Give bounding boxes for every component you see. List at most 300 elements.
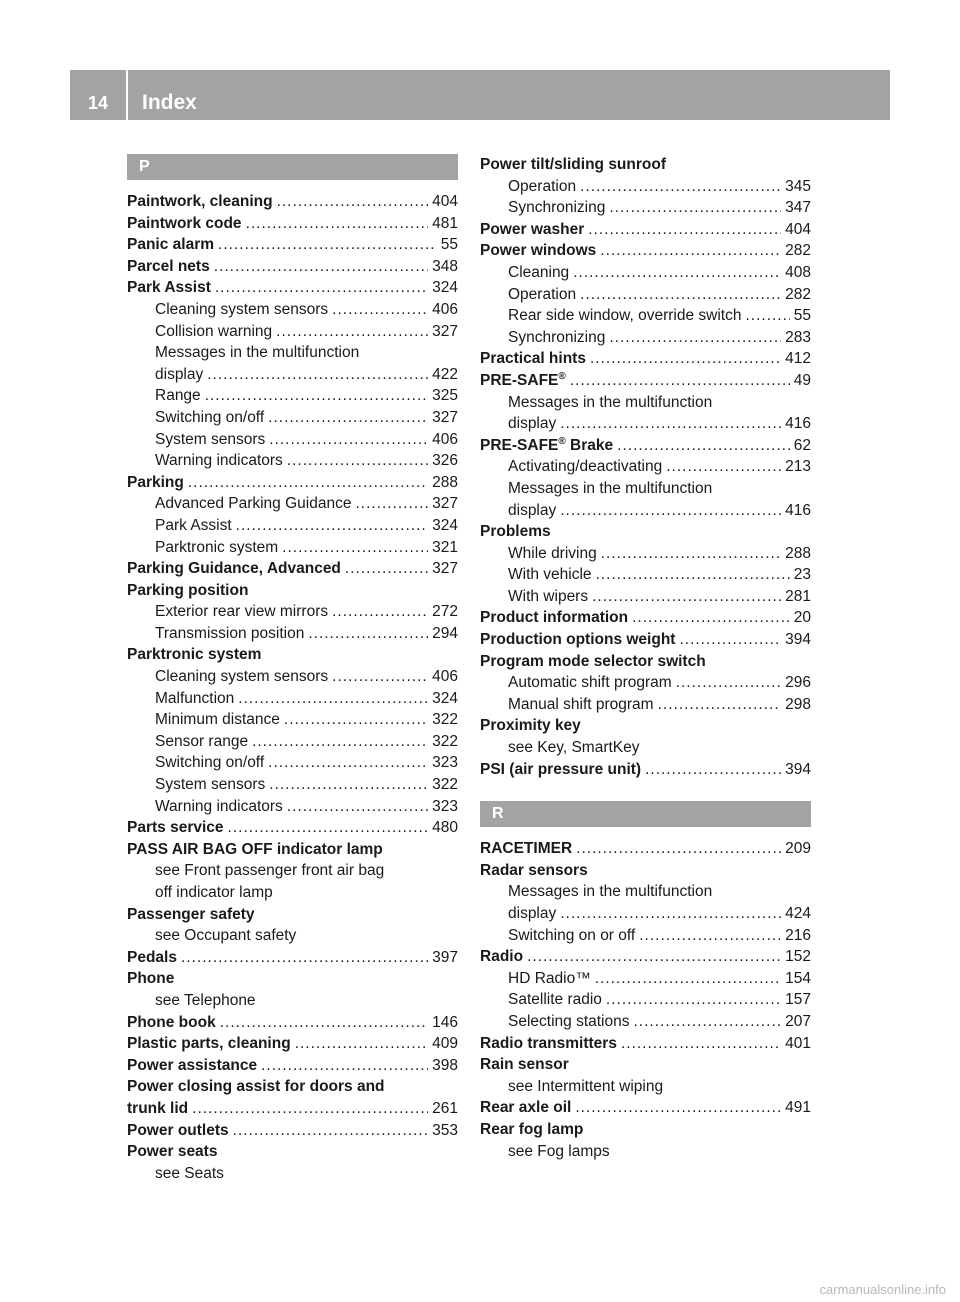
page-ref: 491 [785,1099,811,1117]
page-ref: 406 [432,668,458,686]
page-ref: 416 [785,501,811,519]
index-list-p [127,191,458,1184]
dot-leader [676,672,781,694]
page-ref: 404 [432,193,458,210]
dot-leader [287,796,428,818]
dot-leader [595,968,781,990]
page-ref: 55 [440,236,458,254]
dot-leader [580,284,781,306]
entry-label: see Fog lamps [508,1142,610,1160]
index-entry [127,1098,458,1120]
watermark: carmanualsonline.info [819,1282,946,1297]
page-ref: 345 [785,177,811,195]
dot-leader [573,262,781,284]
entry-label: System sensors [155,430,266,448]
index-entry [480,456,811,478]
index-entry [480,946,811,968]
entry-label: Malfunction [155,689,235,707]
index-entry [480,1119,811,1141]
index-entry [480,989,811,1011]
dot-leader [645,759,781,781]
dot-leader [220,1012,428,1034]
entry-label: Operation [508,177,577,195]
dot-leader [205,385,428,407]
page-ref: 327 [432,322,458,340]
entry-label: Automatic shift program [508,674,672,692]
index-entry [127,580,458,602]
page-ref: 272 [432,603,458,621]
index-entry [127,731,458,753]
entry-label: off indicator lamp [155,884,273,901]
dot-leader [609,327,781,349]
index-entry [480,1076,811,1098]
index-entry [127,385,458,407]
page-ref: 406 [432,430,458,448]
index-entry [127,277,458,299]
entry-label: Power windows [480,242,597,260]
entry-label: Practical hints [480,350,586,368]
index-entry [127,925,458,947]
entry-label: display [155,365,204,383]
page-ref: 481 [432,214,458,232]
index-entry [480,543,811,565]
dot-leader [570,370,790,392]
page-ref: 323 [432,754,458,772]
entry-label: Range [155,387,201,405]
page-ref: 281 [785,587,811,605]
index-entry [480,903,811,925]
entry-label: Parking [127,473,184,491]
index-entry [127,450,458,472]
index-entry [127,191,458,213]
index-entry [480,1097,811,1119]
page-ref: 298 [785,695,811,713]
index-entry [127,601,458,623]
page-ref: 480 [432,819,458,837]
entry-label: see Intermittent wiping [508,1077,664,1095]
page-ref: 404 [785,220,811,238]
dot-leader [639,925,781,947]
entry-label: see Key, SmartKey [508,739,640,757]
page-ref: 323 [432,797,458,815]
page-ref: 322 [432,711,458,729]
dot-leader [679,629,781,651]
index-entry [480,629,811,651]
index-entry [127,817,458,839]
entry-label: Messages in the multifunction [508,393,713,411]
index-entry [127,558,458,580]
dot-leader [246,213,429,235]
page-ref: 321 [432,538,458,556]
dot-leader [269,774,428,796]
dot-leader [621,1033,781,1055]
page-ref: 157 [785,991,811,1009]
page-ref: 353 [432,1121,458,1139]
registered-mark: ® [558,435,566,447]
entry-label: Advanced Parking Guidance [155,495,352,513]
index-entry [127,1033,458,1055]
page-ref: 288 [785,544,811,562]
entry-label: Activating/deactivating [508,458,663,476]
entry-label: Proximity key [480,717,581,735]
dot-leader [295,1033,428,1055]
index-entry [127,752,458,774]
entry-label: Radio [480,948,524,966]
dot-leader [666,456,781,478]
page-ref: 326 [432,452,458,470]
index-entry [127,321,458,343]
index-entry [127,1163,458,1185]
page-ref: 213 [785,458,811,476]
index-entry [480,197,811,219]
entry-label: Parcel nets [127,257,210,275]
index-entry [127,515,458,537]
index-entry [127,688,458,710]
index-entry [127,1076,458,1098]
header-divider [126,70,128,120]
index-entry [480,521,811,543]
index-entry [127,1141,458,1163]
entry-label: Park Assist [127,279,211,297]
entry-label: Warning indicators [155,797,283,815]
dot-leader [192,1098,428,1120]
entry-label: Power tilt/sliding sunroof [480,156,666,173]
entry-label: PSI (air pressure unit) [480,760,642,778]
entry-label: display [508,501,557,519]
entry-label: Parts service [127,819,224,837]
page-ref: 49 [793,371,811,389]
page-number: 14 [87,93,109,113]
index-entry [480,348,811,370]
dot-leader [617,435,790,457]
page-ref: 325 [432,387,458,405]
index-entry [127,364,458,386]
entry-label: While driving [508,544,597,562]
entry-label: PRE-SAFE® Brake [480,435,614,454]
index-entry [480,925,811,947]
page-ref: 401 [785,1034,811,1052]
index-entry [127,493,458,515]
dot-leader [284,709,428,731]
index-entry [480,262,811,284]
dot-leader [277,191,429,213]
page-ref: 324 [432,279,458,297]
entry-label: Power washer [480,220,585,238]
page-ref: 20 [793,609,811,627]
index-entry [127,839,458,861]
entry-label: Messages in the multifunction [155,344,360,362]
entry-label: see Front passenger front air bag [155,862,385,880]
index-entry [480,478,811,500]
entry-label: trunk lid [127,1099,189,1117]
dot-leader [596,564,790,586]
entry-label: Pedals [127,948,177,966]
index-entry [480,694,811,716]
index-entry [480,500,811,522]
dot-leader [252,731,428,753]
index-entry [127,472,458,494]
dot-leader [592,586,781,608]
page-ref: 55 [793,307,811,325]
index-entry [127,666,458,688]
entry-label: Radar sensors [480,861,588,879]
entry-label: Messages in the multifunction [508,883,713,901]
page-ref: 288 [432,473,458,491]
page-ref: 261 [432,1099,458,1117]
dot-leader [606,989,781,1011]
entry-label: Operation [508,285,577,303]
entry-label: Rear axle oil [480,1099,572,1117]
page-ref: 146 [432,1013,458,1031]
entry-label: Power assistance [127,1056,258,1074]
page-ref: 394 [785,760,811,778]
page-ref: 408 [785,263,811,281]
dot-leader [268,752,428,774]
entry-label: Rear fog lamp [480,1120,584,1138]
dot-leader [236,515,428,537]
page-ref: 216 [785,926,811,944]
page-ref: 424 [785,905,811,922]
dot-leader [600,240,781,262]
index-entry [480,759,811,781]
index-entry [127,990,458,1012]
index-entry [480,651,811,673]
entry-label: Phone [127,970,175,988]
index-entry [127,623,458,645]
dot-leader [218,234,437,256]
registered-mark: ® [558,370,566,382]
index-column-right [480,154,811,1162]
index-entry [127,342,458,364]
page-ref: 406 [432,300,458,318]
page-ref: 394 [785,631,811,649]
dot-leader [332,666,428,688]
page-ref: 294 [432,624,458,642]
dot-leader [268,407,428,429]
dot-leader [188,472,428,494]
entry-label: Synchronizing [508,199,606,217]
dot-leader [355,493,428,515]
entry-label: Park Assist [155,516,232,534]
page-ref: 62 [793,436,811,454]
entry-label: display [508,905,557,922]
entry-label: Exterior rear view mirrors [155,603,329,621]
dot-leader [308,623,428,645]
entry-label: Manual shift program [508,695,654,713]
index-entry [127,256,458,278]
dot-leader [580,176,781,198]
page-ref: 327 [432,495,458,513]
page-ref: 398 [432,1056,458,1074]
entry-label: Parktronic system [127,646,262,664]
dot-leader [658,694,782,716]
index-entry [480,219,811,241]
index-entry [480,1033,811,1055]
dot-leader [238,688,428,710]
entry-label: see Seats [155,1164,224,1182]
index-entry [480,586,811,608]
entry-label: Switching on/off [155,408,265,426]
entry-label: With vehicle [508,566,592,584]
index-entry [480,284,811,306]
entry-label: Rain sensor [480,1056,569,1074]
index-entry [480,327,811,349]
dot-leader [332,299,428,321]
index-entry [127,213,458,235]
page-ref: 422 [432,365,458,383]
entry-label: Paintwork, cleaning [127,193,273,210]
index-entry [480,435,811,457]
index-entry [480,968,811,990]
index-entry [480,305,811,327]
entry-label: Synchronizing [508,328,606,346]
page-ref: 283 [785,328,811,346]
dot-leader [575,1097,781,1119]
page-ref: 324 [432,516,458,534]
dot-leader [634,1011,782,1033]
index-entry [127,904,458,926]
dot-leader [332,601,428,623]
entry-label: Power seats [127,1143,218,1161]
entry-label: System sensors [155,776,266,794]
entry-label: HD Radio™ [508,969,591,987]
index-entry [127,709,458,731]
page-ref: 327 [432,408,458,426]
dot-leader [560,903,781,925]
page-ref: 296 [785,674,811,692]
entry-label: Cleaning system sensors [155,668,329,686]
entry-label: see Telephone [155,991,256,1009]
index-entry [480,1141,811,1163]
entry-label: RACETIMER [480,840,573,858]
dot-leader [632,607,790,629]
dot-leader [609,197,781,219]
index-entry [127,882,458,904]
dot-leader [228,817,429,839]
dot-leader [745,305,789,327]
index-entry [480,607,811,629]
entry-label: Panic alarm [127,236,215,254]
page-title: Index [142,91,197,114]
entry-label: Paintwork code [127,214,242,232]
entry-label: Collision warning [155,322,273,340]
page-header [70,70,890,120]
entry-label: Selecting stations [508,1012,630,1030]
page-ref: 347 [785,199,811,217]
entry-label: Program mode selector switch [480,652,706,670]
dot-leader [588,219,781,241]
index-entry [127,407,458,429]
dot-leader [269,429,428,451]
page-ref: 209 [785,840,811,858]
index-column-left [127,154,458,1184]
index-entry [480,370,811,392]
entry-label: PASS AIR BAG OFF indicator lamp [127,840,383,858]
index-entry [127,537,458,559]
dot-leader [560,413,781,435]
entry-label: Parking Guidance, Advanced [127,560,341,578]
page-ref: 322 [432,776,458,794]
dot-leader [590,348,781,370]
index-entry [480,392,811,414]
entry-label: Warning indicators [155,452,283,470]
entry-label: Rear side window, override switch [508,307,742,325]
index-entry [480,413,811,435]
page-ref: 207 [785,1012,811,1030]
dot-leader [576,838,781,860]
page-ref: 324 [432,689,458,707]
dot-leader [527,946,781,968]
index-entry [127,429,458,451]
entry-label: Radio transmitters [480,1034,617,1052]
entry-label: Sensor range [155,732,249,750]
entry-label: Plastic parts, cleaning [127,1035,291,1053]
dot-leader [181,947,428,969]
index-entry [127,1055,458,1077]
entry-label: Parking position [127,581,249,599]
page-ref: 322 [432,732,458,750]
dot-leader [214,256,428,278]
page-ref: 416 [785,415,811,433]
entry-label: Production options weight [480,631,676,649]
index-list-r [480,838,811,1162]
entry-label: Parktronic system [155,538,279,556]
index-entry [127,774,458,796]
page-ref: 23 [793,566,811,584]
entry-label: Product information [480,609,629,627]
index-entry [480,1054,811,1076]
page-ref: 282 [785,285,811,303]
dot-leader [276,321,428,343]
dot-leader [345,558,428,580]
section-header-r: R [480,801,811,827]
entry-label: see Occupant safety [155,927,297,945]
entry-label: Passenger safety [127,905,255,923]
entry-label: Power closing assist for doors and [127,1078,385,1096]
index-entry [480,240,811,262]
page-ref: 152 [785,948,811,966]
entry-label: Minimum distance [155,711,280,729]
entry-label: With wipers [508,587,589,605]
index-entry [127,299,458,321]
entry-label: Problems [480,523,551,541]
page-ref: 348 [432,257,458,275]
index-entry [127,947,458,969]
page-ref: 397 [432,948,458,966]
entry-label: Messages in the multifunction [508,479,713,497]
index-entry [480,564,811,586]
entry-label: Transmission position [155,624,305,642]
index-entry [480,838,811,860]
index-entry [127,968,458,990]
index-entry [480,860,811,882]
section-header-p: P [127,154,458,180]
dot-leader [601,543,781,565]
entry-label: Power outlets [127,1121,229,1139]
dot-leader [215,277,428,299]
index-entry [127,1012,458,1034]
entry-label: PRE-SAFE® [480,370,566,389]
dot-leader [560,500,781,522]
dot-leader [282,537,428,559]
entry-label: Satellite radio [508,991,602,1009]
page-ref: 327 [432,560,458,578]
index-entry [480,737,811,759]
index-entry [480,881,811,903]
index-entry [127,796,458,818]
index-list-p-continued [480,154,811,780]
dot-leader [261,1055,428,1077]
